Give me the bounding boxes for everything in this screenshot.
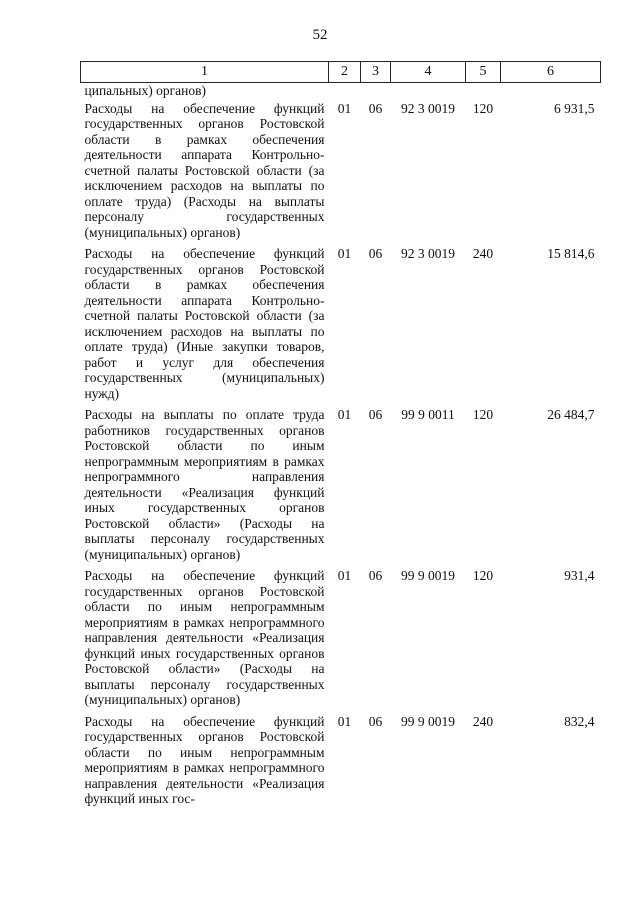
table-row bbox=[81, 714, 601, 813]
row-target-article: 99 9 0019 bbox=[401, 568, 455, 583]
continuation-text: ципальных) органов) bbox=[84, 83, 206, 98]
row-expense-type: 120 bbox=[472, 407, 494, 422]
row-description: Расходы на выплаты по оплате труда работников государственных органов Ростовской области по иным непрограммным мероприятиям в рамках непрограммного направления деятельности «Реализация функций иных государственных органов Ростовской области» (Расходы на выплаты персоналу государственных (муниципальных) органов) bbox=[84, 407, 325, 562]
table-row bbox=[81, 568, 601, 714]
row-expense-type: 120 bbox=[472, 568, 494, 583]
table-continuation-row bbox=[81, 83, 601, 101]
row-expense-type: 240 bbox=[472, 713, 494, 729]
row-description: Расходы на обеспечение функций государственных органов Ростовской области в рамках обеспечения деятельности аппарата Контрольно-счетной палаты Ростовской области (за исключением расходов на выплаты по оплате труда) (Иные закупки товаров, работ и услуг для обеспечения государственных (муниципальных) нужд) bbox=[84, 246, 325, 401]
row-description: Расходы на обеспечение функций государственных органов Ростовской области по иным непрограммным мероприятиям в рамках непрограммного направления деятельности «Реализация функций иных государственных органов Ростовской области» (Расходы на выплаты персоналу государственных (муниципальных) органов) bbox=[84, 568, 325, 707]
row-amount: 15 814,6 bbox=[547, 246, 595, 261]
table-header-row bbox=[81, 62, 601, 83]
table-row bbox=[81, 101, 601, 247]
row-subsection-code: 06 bbox=[368, 568, 383, 583]
header-col-3: 3 bbox=[361, 62, 391, 83]
row-section-code: 01 bbox=[337, 246, 352, 261]
row-section-code: 01 bbox=[337, 568, 352, 583]
table-row bbox=[81, 407, 601, 568]
row-amount: 832,4 bbox=[564, 713, 595, 729]
header-col-4: 4 bbox=[391, 62, 466, 83]
budget-table bbox=[80, 61, 601, 813]
row-expense-type: 120 bbox=[472, 100, 494, 116]
header-col-1: 1 bbox=[81, 62, 329, 83]
row-amount: 26 484,7 bbox=[547, 407, 595, 422]
row-target-article: 92 3 0019 bbox=[401, 100, 455, 116]
row-description: Расходы на обеспечение функций государственных органов Ростовской области по иным непрограммным мероприятиям в рамках непрограммного направления деятельности «Реализация функций иных гос- bbox=[84, 713, 325, 806]
row-subsection-code: 06 bbox=[368, 246, 383, 261]
row-description: Расходы на обеспечение функций государственных органов Ростовской области в рамках обеспечения деятельности аппарата Контрольно-счетной палаты Ростовской области (за исключением расходов на выплаты по оплате труда) (Расходы на выплаты персоналу государственных (муниципальных) органов) bbox=[84, 100, 325, 240]
row-section-code: 01 bbox=[337, 713, 352, 729]
header-col-6: 6 bbox=[501, 62, 601, 83]
row-subsection-code: 06 bbox=[368, 407, 383, 422]
row-section-code: 01 bbox=[337, 100, 352, 116]
row-amount: 6 931,5 bbox=[554, 100, 595, 116]
header-col-2: 2 bbox=[329, 62, 361, 83]
row-target-article: 99 9 0019 bbox=[401, 713, 455, 729]
row-subsection-code: 06 bbox=[368, 100, 383, 116]
row-amount: 931,4 bbox=[564, 568, 595, 583]
row-subsection-code: 06 bbox=[368, 713, 383, 729]
row-section-code: 01 bbox=[337, 407, 352, 422]
row-expense-type: 240 bbox=[472, 246, 494, 261]
page-number: 52 bbox=[312, 27, 328, 43]
header-col-5: 5 bbox=[466, 62, 501, 83]
row-target-article: 99 9 0011 bbox=[401, 407, 455, 422]
table-row bbox=[81, 246, 601, 407]
row-target-article: 92 3 0019 bbox=[401, 246, 455, 261]
